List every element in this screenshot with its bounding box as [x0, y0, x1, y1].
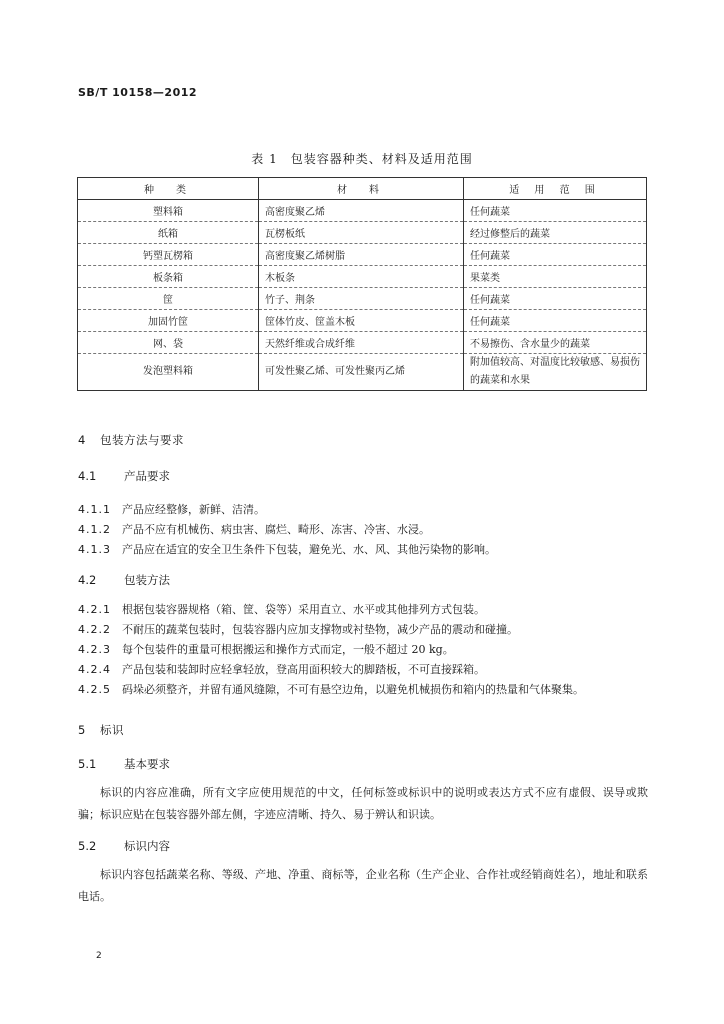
subsection-number: 4.2 [78, 573, 97, 587]
cell-material: 瓦楞板纸 [259, 222, 464, 244]
table-row [78, 354, 647, 391]
cell-type: 塑料箱 [78, 200, 259, 222]
col-header-material: 材 料 [259, 178, 464, 200]
cell-scope: 任何蔬菜 [464, 244, 647, 266]
subsection-4-2-heading [78, 572, 170, 588]
subsection-4-1-heading [78, 468, 170, 484]
clause-text: 产品包装和装卸时应轻拿轻放，登高用面积较大的脚踏板，不可直接踩箱。 [122, 663, 485, 676]
clause-number: 4.2.5 [78, 683, 111, 696]
cell-scope: 任何蔬菜 [464, 288, 647, 310]
paragraph-5-2: 标识内容包括蔬菜名称、等级、产地、净重、商标等，企业名称（生产企业、合作社或经销商姓名），地址和联系电话。 [78, 868, 648, 903]
subsection-title: 产品要求 [124, 469, 170, 483]
subsection-title: 包装方法 [124, 573, 170, 587]
clause-4-1-1 [78, 501, 265, 517]
cell-scope: 附加值较高、对温度比较敏感、易损伤的蔬菜和水果 [464, 354, 647, 391]
cell-type: 网、袋 [78, 332, 259, 354]
cell-type: 纸箱 [78, 222, 259, 244]
clause-4-1-2 [78, 521, 430, 537]
clause-number: 4.1.2 [78, 523, 111, 536]
clause-text: 根据包装容器规格（箱、筐、袋等）采用直立、水平或其他排列方式包装。 [122, 603, 485, 616]
clause-text: 产品应经整修，新鲜、洁清。 [122, 503, 265, 516]
cell-type: 板条箱 [78, 266, 259, 288]
subsection-number: 5.1 [78, 757, 97, 771]
section-number: 5 [78, 723, 86, 737]
cell-material: 可发性聚乙烯、可发性聚丙乙烯 [259, 354, 464, 391]
cell-material: 天然纤维或合成纤维 [259, 332, 464, 354]
packaging-table [77, 177, 647, 391]
cell-scope: 不易擦伤、含水量少的蔬菜 [464, 332, 647, 354]
clause-text: 产品不应有机械伤、病虫害、腐烂、畸形、冻害、冷害、水浸。 [122, 523, 430, 536]
cell-type: 发泡塑料箱 [78, 354, 259, 391]
table-header-row [78, 178, 647, 200]
clause-text: 码垛必须整齐，并留有通风缝隙，不可有悬空边角，以避免机械损伤和箱内的热量和气体聚集。 [122, 683, 584, 696]
subsection-5-1-heading [78, 756, 170, 772]
clause-4-2-2 [78, 621, 518, 637]
clause-text: 不耐压的蔬菜包装时，包装容器内应加支撑物或衬垫物，减少产品的震动和碰撞。 [122, 623, 518, 636]
table-row [78, 200, 647, 222]
section-number: 4 [78, 433, 86, 447]
clause-4-1-3 [78, 541, 496, 557]
table-caption: 表 1 包装容器种类、材料及适用范围 [251, 152, 473, 166]
clause-4-2-4 [78, 661, 485, 677]
col-header-scope: 适 用 范 围 [464, 178, 647, 200]
subsection-number: 4.1 [78, 469, 97, 483]
col-header-type: 种 类 [78, 178, 259, 200]
clause-4-2-3 [78, 641, 454, 657]
clause-text: 每个包装件的重量可根据搬运和操作方式而定，一般不超过 20 kg。 [122, 643, 454, 656]
subsection-number: 5.2 [78, 839, 97, 853]
clause-number: 4.1.3 [78, 543, 111, 556]
clause-number: 4.1.1 [78, 503, 111, 516]
cell-scope: 任何蔬菜 [464, 200, 647, 222]
subsection-title: 标识内容 [124, 839, 170, 853]
page-number: 2 [96, 951, 102, 961]
table-row [78, 266, 647, 288]
cell-material: 高密度聚乙烯 [259, 200, 464, 222]
clause-4-2-1 [78, 601, 485, 617]
clause-number: 4.2.4 [78, 663, 111, 676]
table-row [78, 332, 647, 354]
cell-scope: 果菜类 [464, 266, 647, 288]
cell-material: 木板条 [259, 266, 464, 288]
cell-scope: 经过修整后的蔬菜 [464, 222, 647, 244]
section-title: 标识 [100, 723, 124, 737]
clause-number: 4.2.3 [78, 643, 111, 656]
paragraph-5-1: 标识的内容应准确，所有文字应使用规范的中文，任何标签或标识中的说明或表达方式不应有虚假、误导或欺骗；标识应贴在包装容器外部左侧，字迹应清晰、持久、易于辨认和识读。 [78, 786, 648, 821]
subsection-5-2-heading [78, 838, 170, 854]
section-5-heading [78, 722, 124, 738]
table-row [78, 288, 647, 310]
cell-scope: 任何蔬菜 [464, 310, 647, 332]
clause-number: 4.2.2 [78, 623, 111, 636]
table-row [78, 244, 647, 266]
cell-material: 竹子、荆条 [259, 288, 464, 310]
clause-4-2-5 [78, 681, 584, 697]
table-row [78, 222, 647, 244]
cell-type: 加固竹筐 [78, 310, 259, 332]
cell-material: 筐体竹皮、筐盖木板 [259, 310, 464, 332]
section-4-heading [78, 432, 184, 448]
cell-type: 钙塑瓦楞箱 [78, 244, 259, 266]
subsection-title: 基本要求 [124, 757, 170, 771]
table-row [78, 310, 647, 332]
standard-code: SB/T 10158—2012 [78, 86, 198, 99]
cell-type: 筐 [78, 288, 259, 310]
section-title: 包装方法与要求 [100, 433, 184, 447]
clause-number: 4.2.1 [78, 603, 111, 616]
cell-material: 高密度聚乙烯树脂 [259, 244, 464, 266]
clause-text: 产品应在适宜的安全卫生条件下包装，避免光、水、风、其他污染物的影响。 [122, 543, 496, 556]
